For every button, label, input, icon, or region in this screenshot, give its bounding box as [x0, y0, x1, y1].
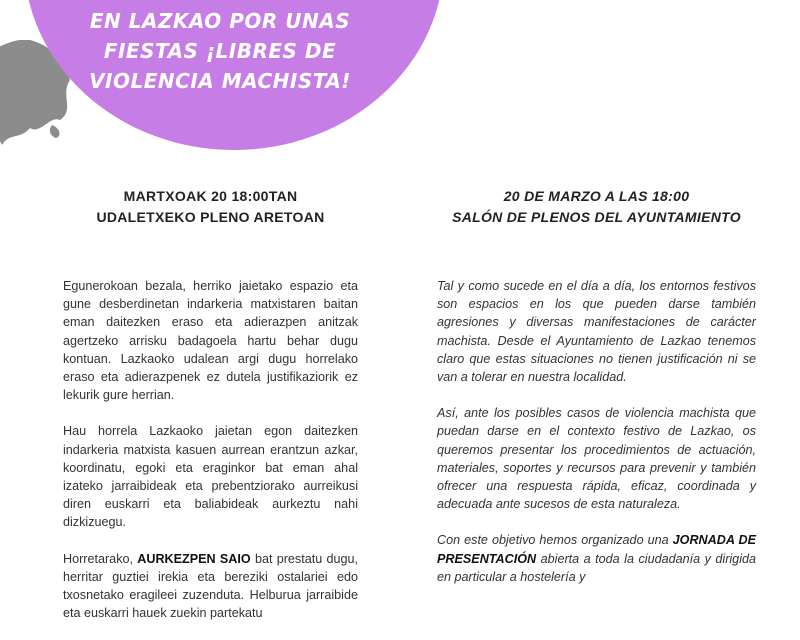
basque-p3-emphasis: AURKEZPEN SAIO — [137, 551, 251, 566]
spanish-date-time: 20 DE MARZO A LAS 18:00 — [503, 188, 690, 204]
spanish-p3-text-start: Con este objetivo hemos organizado una — [437, 533, 673, 548]
headline-line-1: EN LAZKAO POR UNAS — [89, 9, 351, 33]
spanish-paragraph-3 — [437, 531, 756, 586]
spanish-p3-text-end: abierta a toda la ciudadanía y dirigida en particular a hostelería y — [437, 551, 756, 584]
headline-line-3: VIOLENCIA MACHISTA! — [89, 69, 351, 93]
headline-line-2: FIESTAS ¡LIBRES DE — [103, 39, 337, 63]
basque-date-time: MARTXOAK 20 18:00TAN — [123, 188, 298, 204]
basque-paragraph-2: Hau horrela Lazkaoko jaietan egon daitezken indarkeria matxista kasuen aurrean erantzun azkar, koordinatu, egoki eta eraginkor bat eman ahal izateko jarraibideak eta prebentziorako aurreikusi diren euskarri eta baliabideak aurkeztu nahi dizkizuegu. — [63, 424, 358, 530]
basque-p3-text-end: bat prestatu dugu, herritar guztiei irekia eta bereziki ostalariei edo txosnetako eragileei zuzenduta. Helburua jarraibide eta euskarri hauek zuekin partekatu — [63, 551, 358, 621]
headline — [60, 6, 380, 96]
basque-paragraph-1: Egunerokoan bezala, herriko jaietako espazio eta gune desberdinetan indarkeria matxistaren baitan eman daitezken eraso eta adierazpen anitzak agertzeko arrisku badagoela hartu behar dugu kontuan. Lazkaoko udalean argi dugu horrelako eraso eta adierazpenek ez dutela justifikaziorik ez lekurik gure herrian. — [63, 279, 358, 403]
basque-event-heading — [63, 186, 358, 228]
spanish-venue: SALÓN DE PLENOS DEL AYUNTAMIENTO — [452, 209, 741, 225]
basque-paragraph-3 — [63, 550, 358, 623]
basque-column — [63, 186, 358, 640]
spanish-column — [437, 186, 756, 604]
spanish-event-heading — [437, 186, 756, 228]
basque-venue: UDALETXEKO PLENO ARETOAN — [96, 209, 325, 225]
spanish-paragraph-2: Así, ante los posibles casos de violencia machista que puedan darse en el contexto festivo de Lazkao, os queremos presentar los procedimientos de actuación, materiales, soportes y recursos para prevenir y también ofrecer una respuesta rápida, eficaz, coordinada y adecuada ante sucesos de esta naturaleza. — [437, 406, 756, 512]
spanish-paragraph-1: Tal y como sucede en el día a día, los entornos festivos son espacios en los que pueden darse también agresiones y diversas manifestaciones de carácter machista. Desde el Ayuntamiento de Lazkao tenemos claro que estas situaciones no tienen justificación ni se van a tolerar en nuestra localidad. — [437, 279, 756, 385]
spanish-p3-emphasis: JORNADA DE PRESENTACIÓN — [437, 533, 756, 566]
basque-p3-text-start: Horretarako, — [63, 551, 138, 566]
